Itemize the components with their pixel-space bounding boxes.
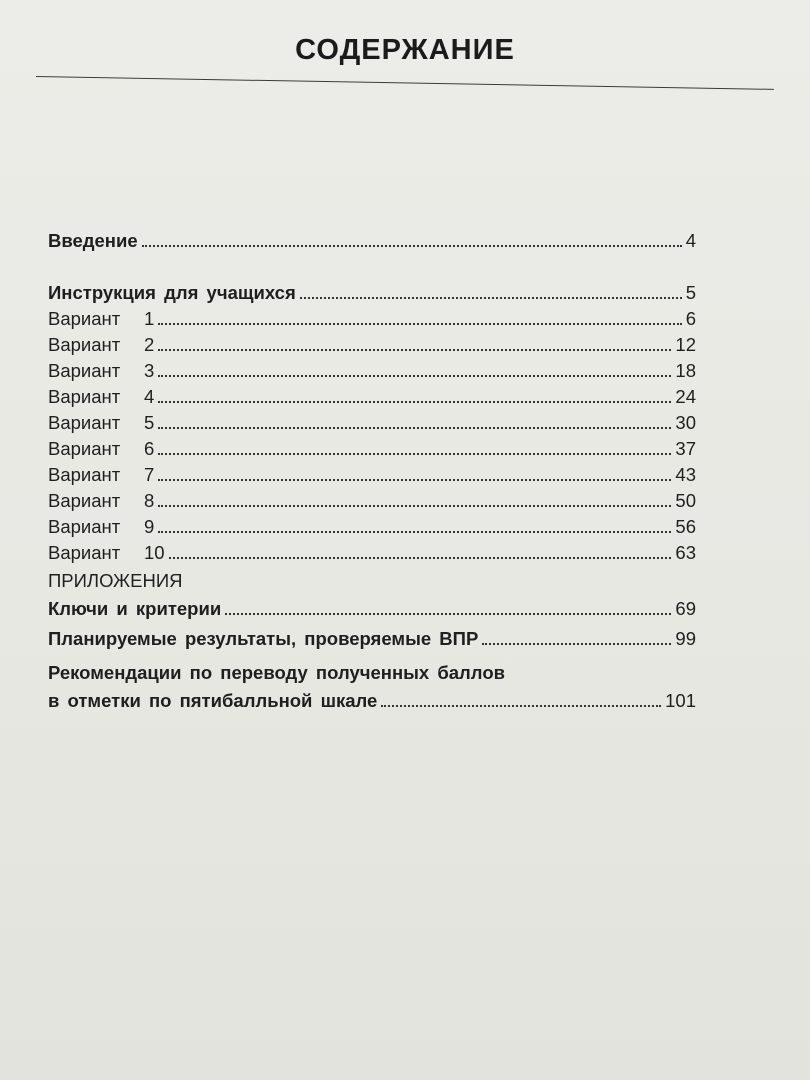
- toc-entry-label: Ключи и критерии: [48, 598, 222, 619]
- toc-entry-intro[interactable]: [48, 230, 696, 252]
- variant-number: 9: [144, 516, 155, 537]
- dot-leader: [158, 374, 671, 377]
- dot-leader: [158, 478, 671, 481]
- variant-number: 7: [144, 464, 155, 485]
- toc-page-number: 43: [675, 464, 696, 485]
- toc-page-number: 12: [675, 334, 696, 355]
- toc-entry-label: Введение: [48, 230, 138, 251]
- toc-page-number: 24: [675, 386, 696, 407]
- variant-name: Вариант: [48, 490, 121, 511]
- page-title: СОДЕРЖАНИЕ: [295, 34, 515, 66]
- variant-name: Вариант: [48, 308, 121, 329]
- toc-entry-planned-results[interactable]: [48, 628, 696, 650]
- dot-leader: [482, 642, 671, 645]
- toc-page-number: 99: [675, 628, 696, 649]
- dot-leader: [300, 296, 682, 299]
- toc-entry-variant-4[interactable]: [48, 386, 696, 408]
- toc-page-number: 4: [685, 230, 696, 251]
- toc-page-number: 63: [675, 542, 696, 563]
- toc-page-number: 50: [675, 490, 696, 511]
- variant-number: 3: [144, 360, 155, 381]
- title-underline: [36, 76, 774, 90]
- toc-page-number: 37: [675, 438, 696, 459]
- variant-name: Вариант: [48, 386, 121, 407]
- toc-entry-variant-5[interactable]: [48, 412, 696, 434]
- dot-leader: [225, 612, 671, 615]
- toc-page-number: 6: [685, 308, 696, 329]
- variant-name: Вариант: [48, 360, 121, 381]
- toc-entry-variant-1[interactable]: [48, 308, 696, 330]
- toc-entry-instructions[interactable]: [48, 282, 696, 304]
- toc-page-number: 18: [675, 360, 696, 381]
- toc-entry-variant-9[interactable]: [48, 516, 696, 538]
- toc-page-number: 5: [685, 282, 696, 303]
- toc-entry-keys[interactable]: [48, 598, 696, 620]
- variant-number: 8: [144, 490, 155, 511]
- toc-page-number: 69: [675, 598, 696, 619]
- variant-number: 6: [144, 438, 155, 459]
- dot-leader: [158, 452, 671, 455]
- toc-entry-recommendations[interactable]: [48, 690, 696, 712]
- variant-number: 4: [144, 386, 155, 407]
- toc-entry-label: Планируемые результаты, проверяемые ВПР: [48, 628, 479, 649]
- variant-name: Вариант: [48, 412, 121, 433]
- toc-page-number: 56: [675, 516, 696, 537]
- toc-page-number: 101: [665, 690, 696, 711]
- dot-leader: [169, 556, 672, 559]
- variant-name: Вариант: [48, 334, 121, 355]
- toc-entry-variant-6[interactable]: [48, 438, 696, 460]
- toc-entry-label: Инструкция для учащихся: [48, 282, 296, 303]
- toc-entry-variant-3[interactable]: [48, 360, 696, 382]
- toc-entry-label: в отметки по пятибалльной шкале: [48, 690, 378, 711]
- dot-leader: [158, 322, 681, 325]
- toc-entry-variant-2[interactable]: [48, 334, 696, 356]
- variant-name: Вариант: [48, 516, 121, 537]
- appendix-heading: ПРИЛОЖЕНИЯ: [48, 570, 183, 591]
- dot-leader: [142, 244, 682, 247]
- toc-entry-variant-7[interactable]: [48, 464, 696, 486]
- variant-number: 2: [144, 334, 155, 355]
- dot-leader: [158, 504, 671, 507]
- variant-name: Вариант: [48, 438, 121, 459]
- variant-number: 5: [144, 412, 155, 433]
- dot-leader: [158, 530, 671, 533]
- dot-leader: [381, 704, 661, 707]
- dot-leader: [158, 426, 671, 429]
- dot-leader: [158, 348, 671, 351]
- variant-name: Вариант: [48, 542, 121, 563]
- toc-entry-variant-8[interactable]: [48, 490, 696, 512]
- toc-entry-recommendations-line1[interactable]: Рекомендации по переводу полученных баллов: [48, 662, 505, 683]
- toc-entry-variant-10[interactable]: [48, 542, 696, 564]
- toc-page-number: 30: [675, 412, 696, 433]
- dot-leader: [158, 400, 671, 403]
- variant-number: 1: [144, 308, 155, 329]
- variant-number: 10: [144, 542, 165, 563]
- variant-name: Вариант: [48, 464, 121, 485]
